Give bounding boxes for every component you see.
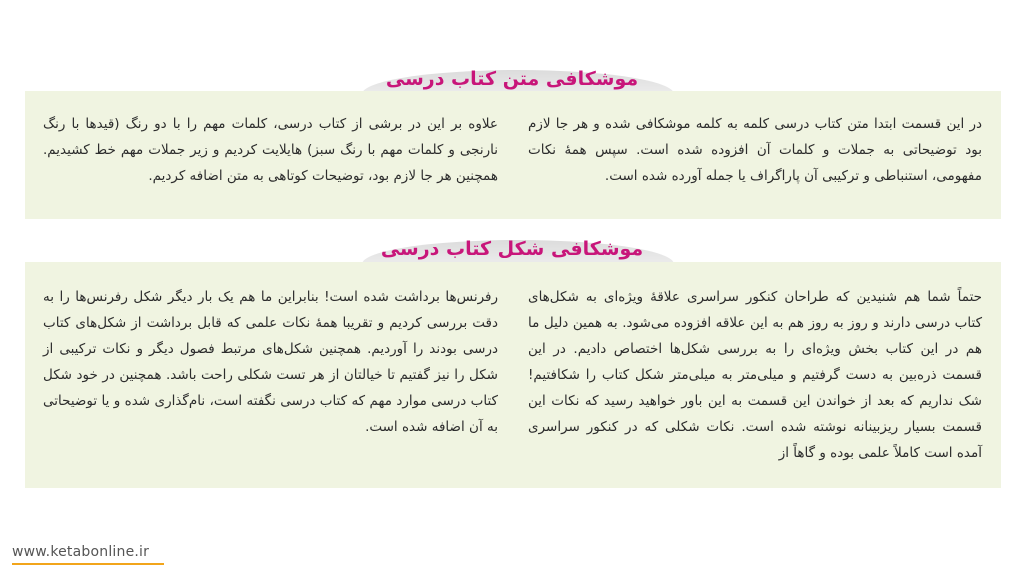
section-2-right-column bbox=[528, 284, 982, 466]
section-2-left-column bbox=[43, 284, 498, 440]
section-2-left-text: رفرنس‌ها برداشت شده است! بنابراین ما هم یک بار دیگر شکل رفرنس‌ها را به دقت بررسی کردیم و تقریبا همهٔ نکات علمی که قابل برداشت از شکل‌های کتاب درسی بودند را آوردیم. همچنین شکل‌های مرتبط فصول دیگر و نکات ترکیبی از شکل را نیز گفتیم تا خیالتان از هر تست شکلی راحت باشد. همچنین در خود شکل کتاب درسی موارد مهم که کتاب درسی نگفته است، نام‌گذاری شده و یا توضیحاتی به آن اضافه شده است. bbox=[43, 289, 498, 435]
section-1-left-column bbox=[43, 111, 498, 189]
section-2-right-text: حتماً شما هم شنیدین که طراحان کنکور سراسری علاقهٔ ویژه‌ای به شکل‌های کتاب درسی دارند و روز به روز هم به این علاقه افزوده می‌شود. به همین دلیل ما هم در این کتاب بخش ویژه‌ای را به بررسی شکل‌ها اختصاص دادیم. در این قسمت ذره‌بین به دست گرفتیم و میلی‌متر به میلی‌متر شکل کتاب را شکافتیم! شک نداریم که بعد از خواندن این قسمت به این باور خواهید رسید که نکات این قسمت بسیار ریزبینانه نوشته شده است. نکات شکلی که در کنکور سراسری آمده است کاملاً علمی بوده و گاهاً از bbox=[528, 289, 982, 461]
section-2-title: موشکافی شکل کتاب درسی bbox=[380, 238, 644, 260]
section-2-panel bbox=[25, 262, 1001, 488]
section-1-title: موشکافی متن کتاب درسی bbox=[385, 68, 639, 90]
section-1-right-column bbox=[528, 111, 982, 189]
footer-underline bbox=[12, 563, 164, 565]
website-url: www.ketabonline.ir bbox=[12, 544, 150, 560]
section-1-right-text: در این قسمت ابتدا متن کتاب درسی کلمه به کلمه موشکافی شده و هر جا لازم بود توضیحاتی به جملات و کلمات آن افزوده شده است. سپس همهٔ نکات مفهومی، استنباطی و ترکیبی آن پاراگراف یا جمله آورده شده است. bbox=[528, 116, 982, 184]
section-1-panel bbox=[25, 91, 1001, 219]
section-1-left-text: علاوه بر این در برشی از کتاب درسی، کلمات مهم را با دو رنگ (قیدها با رنگ نارنجی و کلمات مهم با رنگ سبز) هایلایت کردیم و زیر جملات مهم خط کشیدیم. همچنین هر جا لازم بود، توضیحات کوتاهی به متن اضافه کردیم. bbox=[43, 116, 498, 184]
